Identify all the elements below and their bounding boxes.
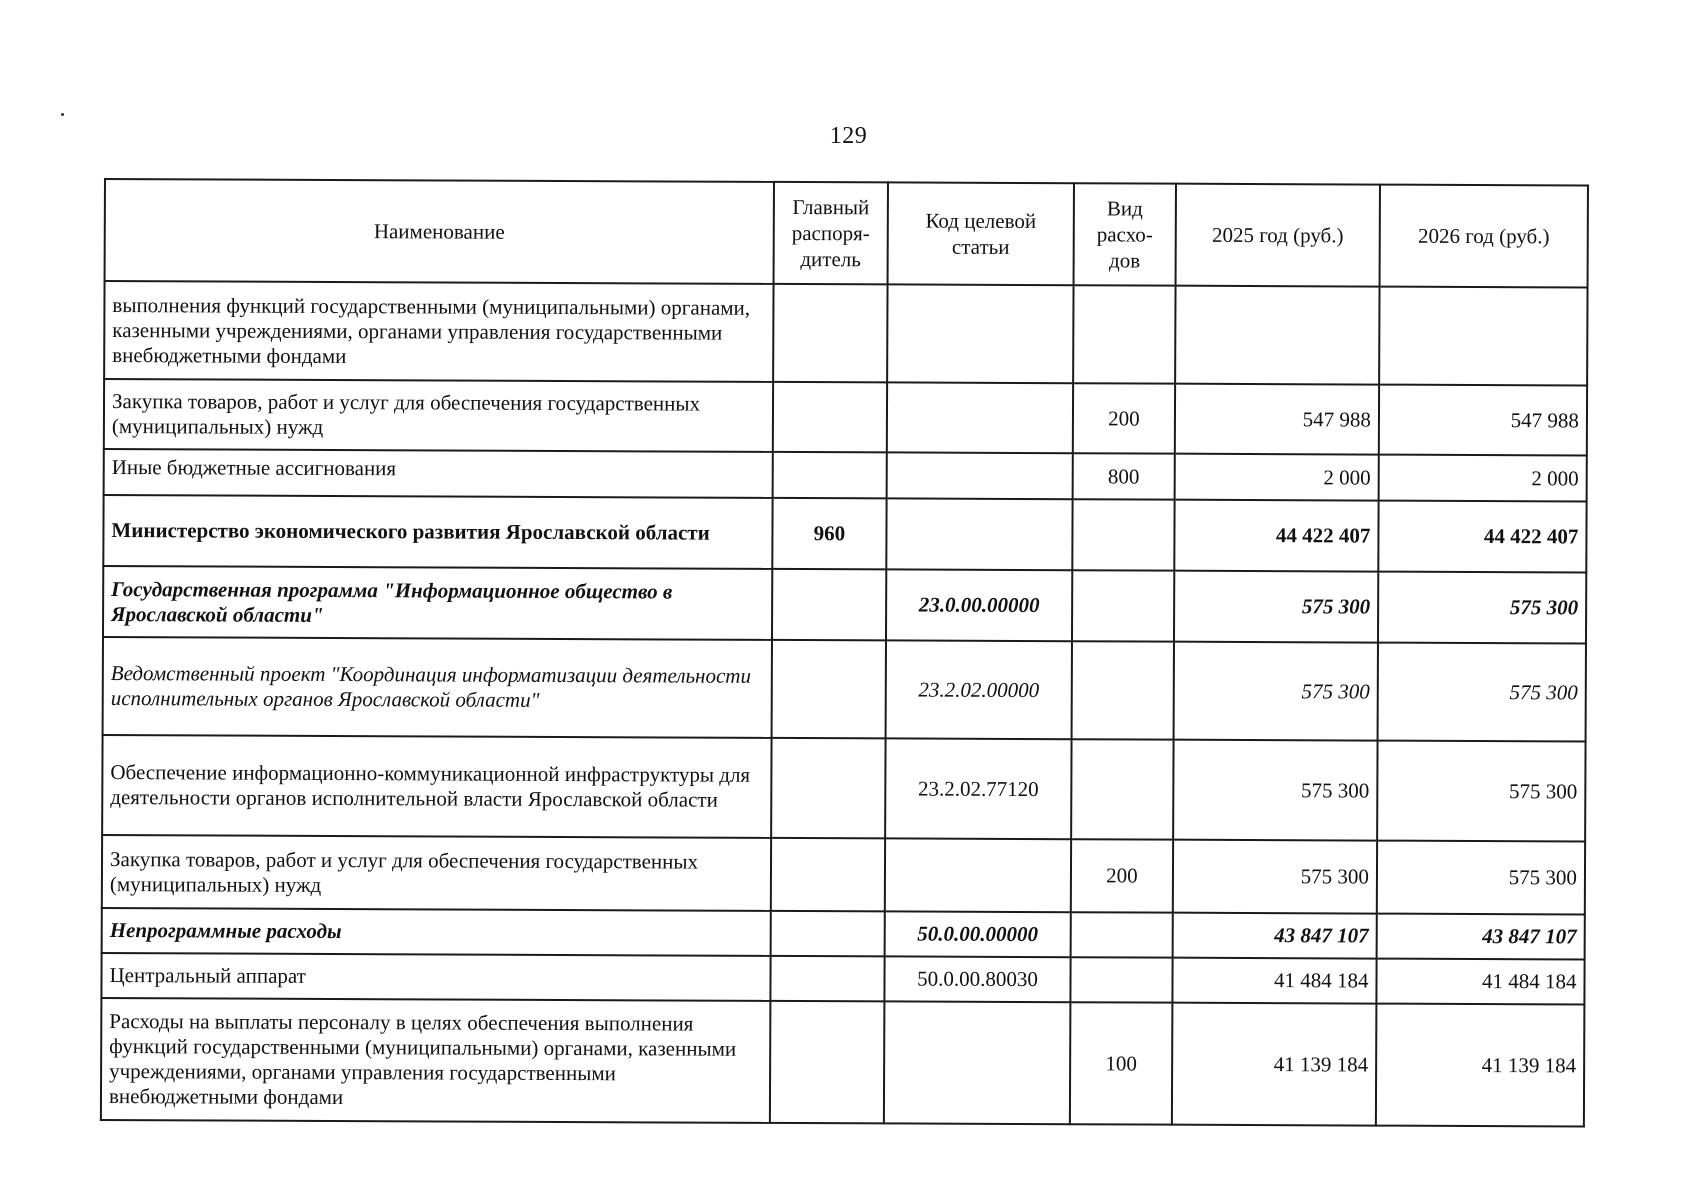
cell-code xyxy=(885,838,1071,912)
cell-code xyxy=(884,1001,1071,1124)
cell-kind xyxy=(1072,499,1174,570)
cell-name: выполнения функций государственными (муниципальными) органами, казенными учреждениями, органами управления государственными внебюджетными фондами xyxy=(104,281,773,382)
table-row xyxy=(103,495,1586,572)
budget-table xyxy=(100,178,1589,1127)
cell-name: Закупка товаров, работ и услуг для обеспечения государственных (муниципальных) нужд xyxy=(104,379,773,452)
cell-2025: 547 988 xyxy=(1175,384,1379,455)
cell-2025: 44 422 407 xyxy=(1174,500,1378,572)
cell-2025: 575 300 xyxy=(1174,571,1378,643)
cell-name: Ведомственный проект "Координация информатизации деятельности исполнительных органов Ярославской области" xyxy=(103,637,772,738)
cell-code xyxy=(886,498,1072,570)
cell-manager xyxy=(773,382,887,452)
table-row xyxy=(102,735,1585,841)
cell-kind: 100 xyxy=(1070,1002,1173,1124)
cell-kind: 200 xyxy=(1071,839,1173,912)
cell-kind: 200 xyxy=(1073,383,1175,453)
table-row xyxy=(102,908,1585,959)
cell-2026: 575 300 xyxy=(1378,572,1586,644)
cell-2025 xyxy=(1175,286,1379,385)
table-row xyxy=(104,379,1587,455)
table-row xyxy=(104,449,1587,501)
header-kind: Вид расхо-дов xyxy=(1074,183,1176,285)
cell-name: Государственная программа "Информационное общество в Ярославской области" xyxy=(103,566,772,640)
header-name: Наименование xyxy=(105,179,774,284)
cell-manager xyxy=(773,284,887,382)
cell-kind xyxy=(1070,957,1172,1002)
cell-2026: 43 847 107 xyxy=(1377,914,1585,960)
cell-name: Иные бюджетные ассигнования xyxy=(104,449,773,498)
cell-2025: 41 139 184 xyxy=(1172,1003,1377,1126)
table-row xyxy=(103,637,1586,741)
cell-2026: 41 484 184 xyxy=(1376,959,1584,1005)
scan-dot xyxy=(61,113,64,116)
header-2025: 2025 год (руб.) xyxy=(1176,184,1380,287)
cell-manager xyxy=(772,640,886,738)
cell-2025: 43 847 107 xyxy=(1173,913,1377,959)
cell-code: 50.0.00.00000 xyxy=(885,911,1071,957)
cell-manager xyxy=(771,738,885,838)
header-code: Код целевой статьи xyxy=(888,182,1074,285)
cell-name: Непрограммные расходы xyxy=(102,908,771,956)
cell-2025: 2 000 xyxy=(1175,454,1379,501)
cell-manager xyxy=(772,569,886,640)
cell-2026: 575 300 xyxy=(1377,841,1585,915)
cell-2026: 575 300 xyxy=(1378,643,1586,742)
cell-code: 23.0.00.00000 xyxy=(886,569,1072,641)
cell-2025: 575 300 xyxy=(1173,840,1377,914)
table-header-row xyxy=(105,179,1588,287)
header-manager: Главный распоря-дитель xyxy=(774,182,888,284)
cell-2026: 44 422 407 xyxy=(1378,501,1586,573)
cell-code xyxy=(887,452,1073,499)
cell-name: Министерство экономического развития Ярославской области xyxy=(103,495,772,569)
cell-2026: 575 300 xyxy=(1377,741,1585,842)
cell-2025: 575 300 xyxy=(1173,740,1377,841)
table-row xyxy=(104,281,1587,385)
cell-2026: 41 139 184 xyxy=(1376,1004,1585,1127)
cell-kind xyxy=(1072,570,1174,641)
cell-2025: 41 484 184 xyxy=(1172,958,1376,1004)
cell-manager: 960 xyxy=(772,498,886,569)
table-row xyxy=(101,953,1584,1004)
table-row xyxy=(103,566,1586,643)
page-number: 129 xyxy=(829,123,868,149)
cell-code: 23.2.02.00000 xyxy=(886,640,1072,739)
cell-2026 xyxy=(1379,287,1587,386)
cell-kind xyxy=(1071,912,1173,957)
cell-code xyxy=(887,382,1073,453)
cell-manager xyxy=(771,911,885,956)
header-2026: 2026 год (руб.) xyxy=(1380,185,1588,288)
cell-kind xyxy=(1072,641,1174,739)
cell-kind xyxy=(1071,739,1173,839)
table-row xyxy=(101,998,1585,1126)
table-row xyxy=(102,835,1585,914)
cell-name: Обеспечение информационно-коммуникационной инфраструктуры для деятельности органов исполнительной власти Ярославской области xyxy=(102,735,771,838)
cell-code: 23.2.02.77120 xyxy=(885,738,1071,839)
cell-kind: 800 xyxy=(1073,453,1175,499)
cell-manager xyxy=(771,838,885,911)
cell-2025: 575 300 xyxy=(1174,642,1378,741)
cell-name: Расходы на выплаты персоналу в целях обеспечения выполнения функций государственными (муниципальными) органами, казенными учреждениями, органами управления государственными внебюджетными фондами xyxy=(101,998,771,1123)
cell-kind xyxy=(1073,285,1175,383)
cell-code xyxy=(887,284,1073,383)
cell-2026: 547 988 xyxy=(1379,385,1587,456)
cell-manager xyxy=(770,1001,885,1123)
cell-code: 50.0.00.80030 xyxy=(884,956,1070,1002)
cell-2026: 2 000 xyxy=(1379,455,1587,502)
cell-name: Центральный аппарат xyxy=(101,953,770,1001)
cell-name: Закупка товаров, работ и услуг для обеспечения государственных (муниципальных) нужд xyxy=(102,835,771,911)
cell-manager xyxy=(770,956,884,1001)
cell-manager xyxy=(773,452,887,498)
